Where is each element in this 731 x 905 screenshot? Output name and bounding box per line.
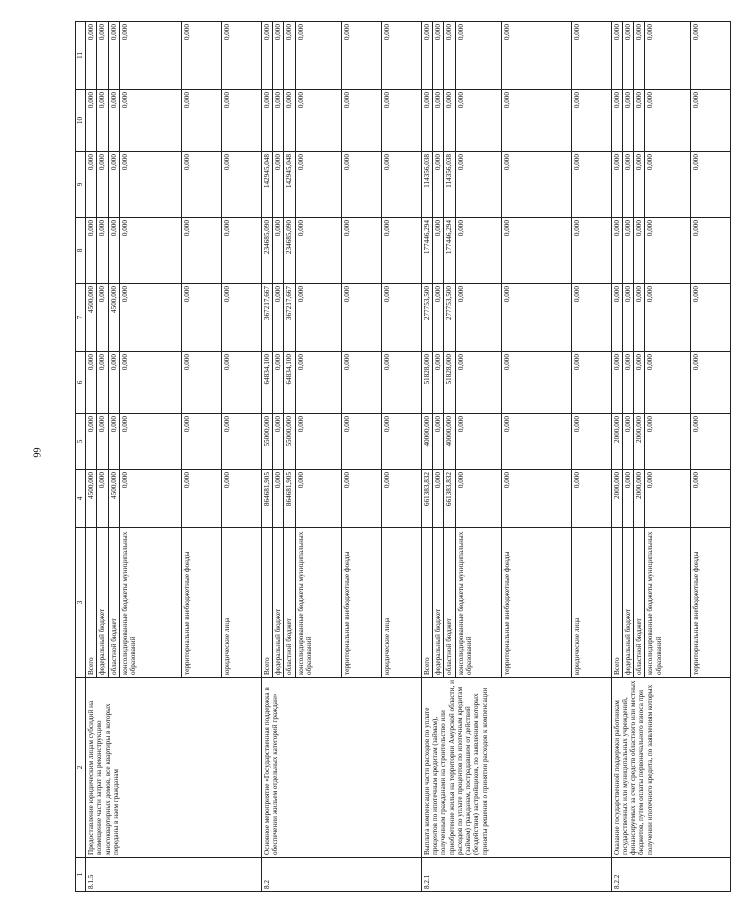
amount-cell: 0,000 [432, 470, 443, 528]
amount-cell: 0,000 [108, 414, 119, 470]
amount-cell: 0,000 [181, 414, 221, 470]
amount-cell: 0,000 [421, 90, 432, 152]
amount-cell: 0,000 [501, 152, 571, 218]
table-row [261, 22, 272, 892]
amount-cell: 234685,090 [284, 218, 295, 284]
amount-cell: 277753,500 [421, 284, 432, 352]
funding-source: Всего [86, 528, 97, 678]
col-header: 6 [76, 352, 86, 414]
amount-cell: 0,000 [221, 284, 261, 352]
amount-cell: 0,000 [455, 218, 501, 284]
amount-cell: 0,000 [295, 284, 341, 352]
table-row [611, 22, 622, 892]
amount-cell: 4500,000 [86, 470, 97, 528]
amount-cell: 0,000 [611, 152, 622, 218]
funding-source: территориальные внебюджетные фонды [341, 528, 381, 678]
page-number: 66 [30, 447, 42, 458]
amount-cell: 0,000 [295, 414, 341, 470]
amount-cell: 0,000 [381, 414, 421, 470]
amount-cell: 0,000 [501, 470, 571, 528]
amount-cell: 0,000 [119, 218, 181, 284]
amount-cell: 0,000 [381, 218, 421, 284]
amount-cell: 0,000 [455, 470, 501, 528]
amount-cell: 0,000 [86, 22, 97, 90]
amount-cell: 4500,000 [86, 284, 97, 352]
amount-cell: 51828,000 [444, 352, 455, 414]
amount-cell: 0,000 [221, 414, 261, 470]
amount-cell: 40000,000 [444, 414, 455, 470]
amount-cell: 0,000 [381, 352, 421, 414]
amount-cell: 0,000 [108, 22, 119, 90]
amount-cell: 0,000 [691, 352, 731, 414]
column-number-row [76, 22, 86, 892]
amount-cell: 0,000 [634, 152, 645, 218]
amount-cell: 0,000 [571, 284, 611, 352]
amount-cell: 277753,500 [444, 284, 455, 352]
amount-cell: 0,000 [432, 414, 443, 470]
amount-cell: 0,000 [691, 414, 731, 470]
amount-cell: 0,000 [691, 284, 731, 352]
funding-source: территориальные внебюджетные фонды [691, 528, 731, 678]
amount-cell: 0,000 [691, 470, 731, 528]
amount-cell: 114356,038 [444, 152, 455, 218]
amount-cell: 0,000 [273, 414, 284, 470]
col-header: 8 [76, 218, 86, 284]
amount-cell: 0,000 [571, 218, 611, 284]
amount-cell: 0,000 [455, 22, 501, 90]
amount-cell: 0,000 [119, 90, 181, 152]
col-header: 9 [76, 152, 86, 218]
amount-cell: 0,000 [501, 284, 571, 352]
amount-cell: 0,000 [455, 90, 501, 152]
rotated-table-wrapper [75, 22, 701, 892]
amount-cell: 0,000 [341, 284, 381, 352]
funding-source: федеральный бюджет [432, 528, 443, 678]
amount-cell: 0,000 [645, 352, 691, 414]
amount-cell: 0,000 [622, 352, 633, 414]
col-header: 4 [76, 470, 86, 528]
amount-cell: 64834,100 [261, 352, 272, 414]
amount-cell: 0,000 [611, 90, 622, 152]
amount-cell: 0,000 [181, 152, 221, 218]
row-code: 8.2.1 [421, 858, 611, 892]
amount-cell: 0,000 [611, 218, 622, 284]
col-header: 7 [76, 284, 86, 352]
amount-cell: 0,000 [634, 22, 645, 90]
amount-cell: 0,000 [571, 470, 611, 528]
funding-source: территориальные внебюджетные фонды [181, 528, 221, 678]
amount-cell: 0,000 [645, 22, 691, 90]
amount-cell: 0,000 [634, 218, 645, 284]
amount-cell: 0,000 [295, 152, 341, 218]
amount-cell: 0,000 [86, 352, 97, 414]
amount-cell: 0,000 [645, 152, 691, 218]
amount-cell: 2000,000 [611, 470, 622, 528]
amount-cell: 0,000 [432, 284, 443, 352]
row-code: 8.1.5 [86, 858, 262, 892]
funding-source: консолидированные бюджеты муниципальных образований [119, 528, 181, 678]
amount-cell: 0,000 [444, 22, 455, 90]
funding-source: областной бюджет [108, 528, 119, 678]
amount-cell: 0,000 [622, 152, 633, 218]
amount-cell: 0,000 [221, 352, 261, 414]
amount-cell: 0,000 [645, 284, 691, 352]
funding-source: Всего [421, 528, 432, 678]
amount-cell: 0,000 [645, 90, 691, 152]
amount-cell: 0,000 [571, 414, 611, 470]
amount-cell: 2000,000 [634, 414, 645, 470]
amount-cell: 0,000 [622, 470, 633, 528]
amount-cell: 0,000 [108, 152, 119, 218]
amount-cell: 114356,038 [421, 152, 432, 218]
amount-cell: 0,000 [455, 152, 501, 218]
amount-cell: 0,000 [97, 284, 108, 352]
amount-cell: 64834,100 [284, 352, 295, 414]
amount-cell: 0,000 [611, 284, 622, 352]
amount-cell: 0,000 [501, 90, 571, 152]
amount-cell: 0,000 [444, 90, 455, 152]
amount-cell: 0,000 [108, 352, 119, 414]
amount-cell: 0,000 [691, 22, 731, 90]
amount-cell: 0,000 [571, 90, 611, 152]
funding-source: федеральный бюджет [273, 528, 284, 678]
amount-cell: 234685,090 [261, 218, 272, 284]
amount-cell: 0,000 [432, 22, 443, 90]
amount-cell: 0,000 [381, 152, 421, 218]
funding-source: Всего [611, 528, 622, 678]
amount-cell: 0,000 [341, 414, 381, 470]
amount-cell: 0,000 [341, 152, 381, 218]
amount-cell: 0,000 [295, 218, 341, 284]
amount-cell: 0,000 [181, 22, 221, 90]
amount-cell: 0,000 [97, 90, 108, 152]
budget-table [75, 21, 731, 892]
amount-cell: 0,000 [119, 284, 181, 352]
amount-cell: 0,000 [455, 414, 501, 470]
amount-cell: 864681,905 [261, 470, 272, 528]
amount-cell: 0,000 [341, 22, 381, 90]
amount-cell: 0,000 [381, 22, 421, 90]
amount-cell: 0,000 [181, 90, 221, 152]
amount-cell: 142945,048 [284, 152, 295, 218]
amount-cell: 0,000 [432, 218, 443, 284]
measure-name: Оказание государственной поддержки работникам государственных или муниципальных учреждений, финансируемых за счет средств областного или местных бюджетов, путем оплаты первоначального взноса при получении ипотечного кредита, по заявлениям которых [611, 678, 731, 858]
row-code: 8.2 [261, 858, 421, 892]
amount-cell: 0,000 [86, 218, 97, 284]
amount-cell: 177446,294 [421, 218, 432, 284]
amount-cell: 51828,000 [421, 352, 432, 414]
amount-cell: 0,000 [571, 22, 611, 90]
amount-cell: 0,000 [622, 90, 633, 152]
amount-cell: 0,000 [691, 152, 731, 218]
amount-cell: 0,000 [284, 90, 295, 152]
funding-source: юридические лица [221, 528, 261, 678]
amount-cell: 0,000 [611, 352, 622, 414]
amount-cell: 0,000 [691, 90, 731, 152]
amount-cell: 55000,000 [284, 414, 295, 470]
col-header: 2 [76, 678, 86, 858]
funding-source: областной бюджет [634, 528, 645, 678]
amount-cell: 0,000 [622, 22, 633, 90]
col-header: 3 [76, 528, 86, 678]
amount-cell: 0,000 [295, 90, 341, 152]
amount-cell: 0,000 [295, 470, 341, 528]
amount-cell: 0,000 [622, 284, 633, 352]
table-row [86, 22, 97, 892]
amount-cell: 367217,667 [261, 284, 272, 352]
funding-source: областной бюджет [284, 528, 295, 678]
funding-source: федеральный бюджет [97, 528, 108, 678]
funding-source: Всего [261, 528, 272, 678]
funding-source: территориальные внебюджетные фонды [501, 528, 571, 678]
amount-cell: 0,000 [86, 414, 97, 470]
amount-cell: 0,000 [645, 470, 691, 528]
amount-cell: 0,000 [571, 352, 611, 414]
amount-cell: 0,000 [181, 284, 221, 352]
measure-name: Основное мероприятие «Государственная поддержка в обеспечении жильем отдельных категорий граждан» [261, 678, 421, 858]
amount-cell: 0,000 [261, 90, 272, 152]
measure-name: Предоставление юридическим лицам субсидий на возмещение части затрат на реконструкцию многоквартирных домов, все квартиры в которых переданы в наем гражданам [86, 678, 262, 858]
amount-cell: 0,000 [381, 470, 421, 528]
amount-cell: 0,000 [119, 152, 181, 218]
amount-cell: 0,000 [273, 218, 284, 284]
amount-cell: 0,000 [501, 218, 571, 284]
amount-cell: 0,000 [97, 414, 108, 470]
amount-cell: 0,000 [221, 22, 261, 90]
table-row [421, 22, 432, 892]
col-header: 10 [76, 90, 86, 152]
amount-cell: 0,000 [341, 352, 381, 414]
amount-cell: 0,000 [455, 284, 501, 352]
amount-cell: 40000,000 [421, 414, 432, 470]
amount-cell: 0,000 [634, 352, 645, 414]
amount-cell: 0,000 [634, 90, 645, 152]
amount-cell: 0,000 [273, 284, 284, 352]
amount-cell: 0,000 [432, 152, 443, 218]
amount-cell: 0,000 [273, 352, 284, 414]
amount-cell: 0,000 [119, 470, 181, 528]
amount-cell: 661383,832 [444, 470, 455, 528]
col-header: 11 [76, 22, 86, 90]
amount-cell: 0,000 [273, 90, 284, 152]
amount-cell: 0,000 [97, 22, 108, 90]
amount-cell: 0,000 [501, 352, 571, 414]
amount-cell: 4500,000 [108, 470, 119, 528]
amount-cell: 0,000 [341, 90, 381, 152]
amount-cell: 0,000 [221, 218, 261, 284]
amount-cell: 864681,905 [284, 470, 295, 528]
amount-cell: 2000,000 [611, 414, 622, 470]
amount-cell: 0,000 [97, 352, 108, 414]
row-code: 8.2.2 [611, 858, 731, 892]
amount-cell: 2000,000 [634, 470, 645, 528]
measure-name: Выплата компенсации части расходов по уплате процентов по ипотечным кредитам (займам), полученным гражданами на строительство или приобретение жилья на территории Амурской области, и расходов по уплате процентов по ипотечным кредитам (займам) гражданам, пострадавшим от действий (бездействия) застройщиков, по заявлениям которых приняты решения о принятии расходов к компенсации [421, 678, 611, 858]
funding-source: консолидированные бюджеты муниципальных образований [455, 528, 501, 678]
amount-cell: 0,000 [97, 218, 108, 284]
amount-cell: 0,000 [284, 22, 295, 90]
amount-cell: 0,000 [261, 22, 272, 90]
amount-cell: 0,000 [295, 352, 341, 414]
amount-cell: 0,000 [432, 352, 443, 414]
amount-cell: 661383,832 [421, 470, 432, 528]
amount-cell: 0,000 [501, 414, 571, 470]
funding-source: юридические лица [571, 528, 611, 678]
funding-source: областной бюджет [444, 528, 455, 678]
funding-source: консолидированные бюджеты муниципальных образований [295, 528, 341, 678]
amount-cell: 177446,294 [444, 218, 455, 284]
amount-cell: 0,000 [273, 470, 284, 528]
amount-cell: 0,000 [97, 152, 108, 218]
amount-cell: 0,000 [181, 218, 221, 284]
amount-cell: 0,000 [97, 470, 108, 528]
amount-cell: 0,000 [273, 22, 284, 90]
amount-cell: 0,000 [645, 218, 691, 284]
amount-cell: 0,000 [634, 284, 645, 352]
amount-cell: 0,000 [221, 90, 261, 152]
amount-cell: 0,000 [86, 152, 97, 218]
amount-cell: 0,000 [341, 218, 381, 284]
amount-cell: 0,000 [341, 470, 381, 528]
amount-cell: 0,000 [611, 22, 622, 90]
amount-cell: 0,000 [645, 414, 691, 470]
amount-cell: 0,000 [501, 22, 571, 90]
funding-source: юридические лица [381, 528, 421, 678]
amount-cell: 0,000 [86, 90, 97, 152]
col-header: 1 [76, 858, 86, 892]
amount-cell: 55000,000 [261, 414, 272, 470]
amount-cell: 0,000 [571, 152, 611, 218]
amount-cell: 142945,048 [261, 152, 272, 218]
amount-cell: 0,000 [221, 152, 261, 218]
amount-cell: 0,000 [273, 152, 284, 218]
funding-source: федеральный бюджет [622, 528, 633, 678]
amount-cell: 0,000 [455, 352, 501, 414]
amount-cell: 0,000 [108, 218, 119, 284]
amount-cell: 0,000 [622, 218, 633, 284]
amount-cell: 0,000 [221, 470, 261, 528]
funding-source: консолидированные бюджеты муниципальных образований [645, 528, 691, 678]
amount-cell: 0,000 [119, 352, 181, 414]
amount-cell: 0,000 [181, 352, 221, 414]
amount-cell: 0,000 [381, 284, 421, 352]
amount-cell: 367217,667 [284, 284, 295, 352]
amount-cell: 0,000 [691, 218, 731, 284]
amount-cell: 0,000 [119, 414, 181, 470]
amount-cell: 0,000 [119, 22, 181, 90]
amount-cell: 0,000 [421, 22, 432, 90]
amount-cell: 0,000 [622, 414, 633, 470]
amount-cell: 0,000 [108, 90, 119, 152]
amount-cell: 0,000 [181, 470, 221, 528]
amount-cell: 0,000 [432, 90, 443, 152]
amount-cell: 0,000 [381, 90, 421, 152]
amount-cell: 4500,000 [108, 284, 119, 352]
col-header: 5 [76, 414, 86, 470]
amount-cell: 0,000 [295, 22, 341, 90]
